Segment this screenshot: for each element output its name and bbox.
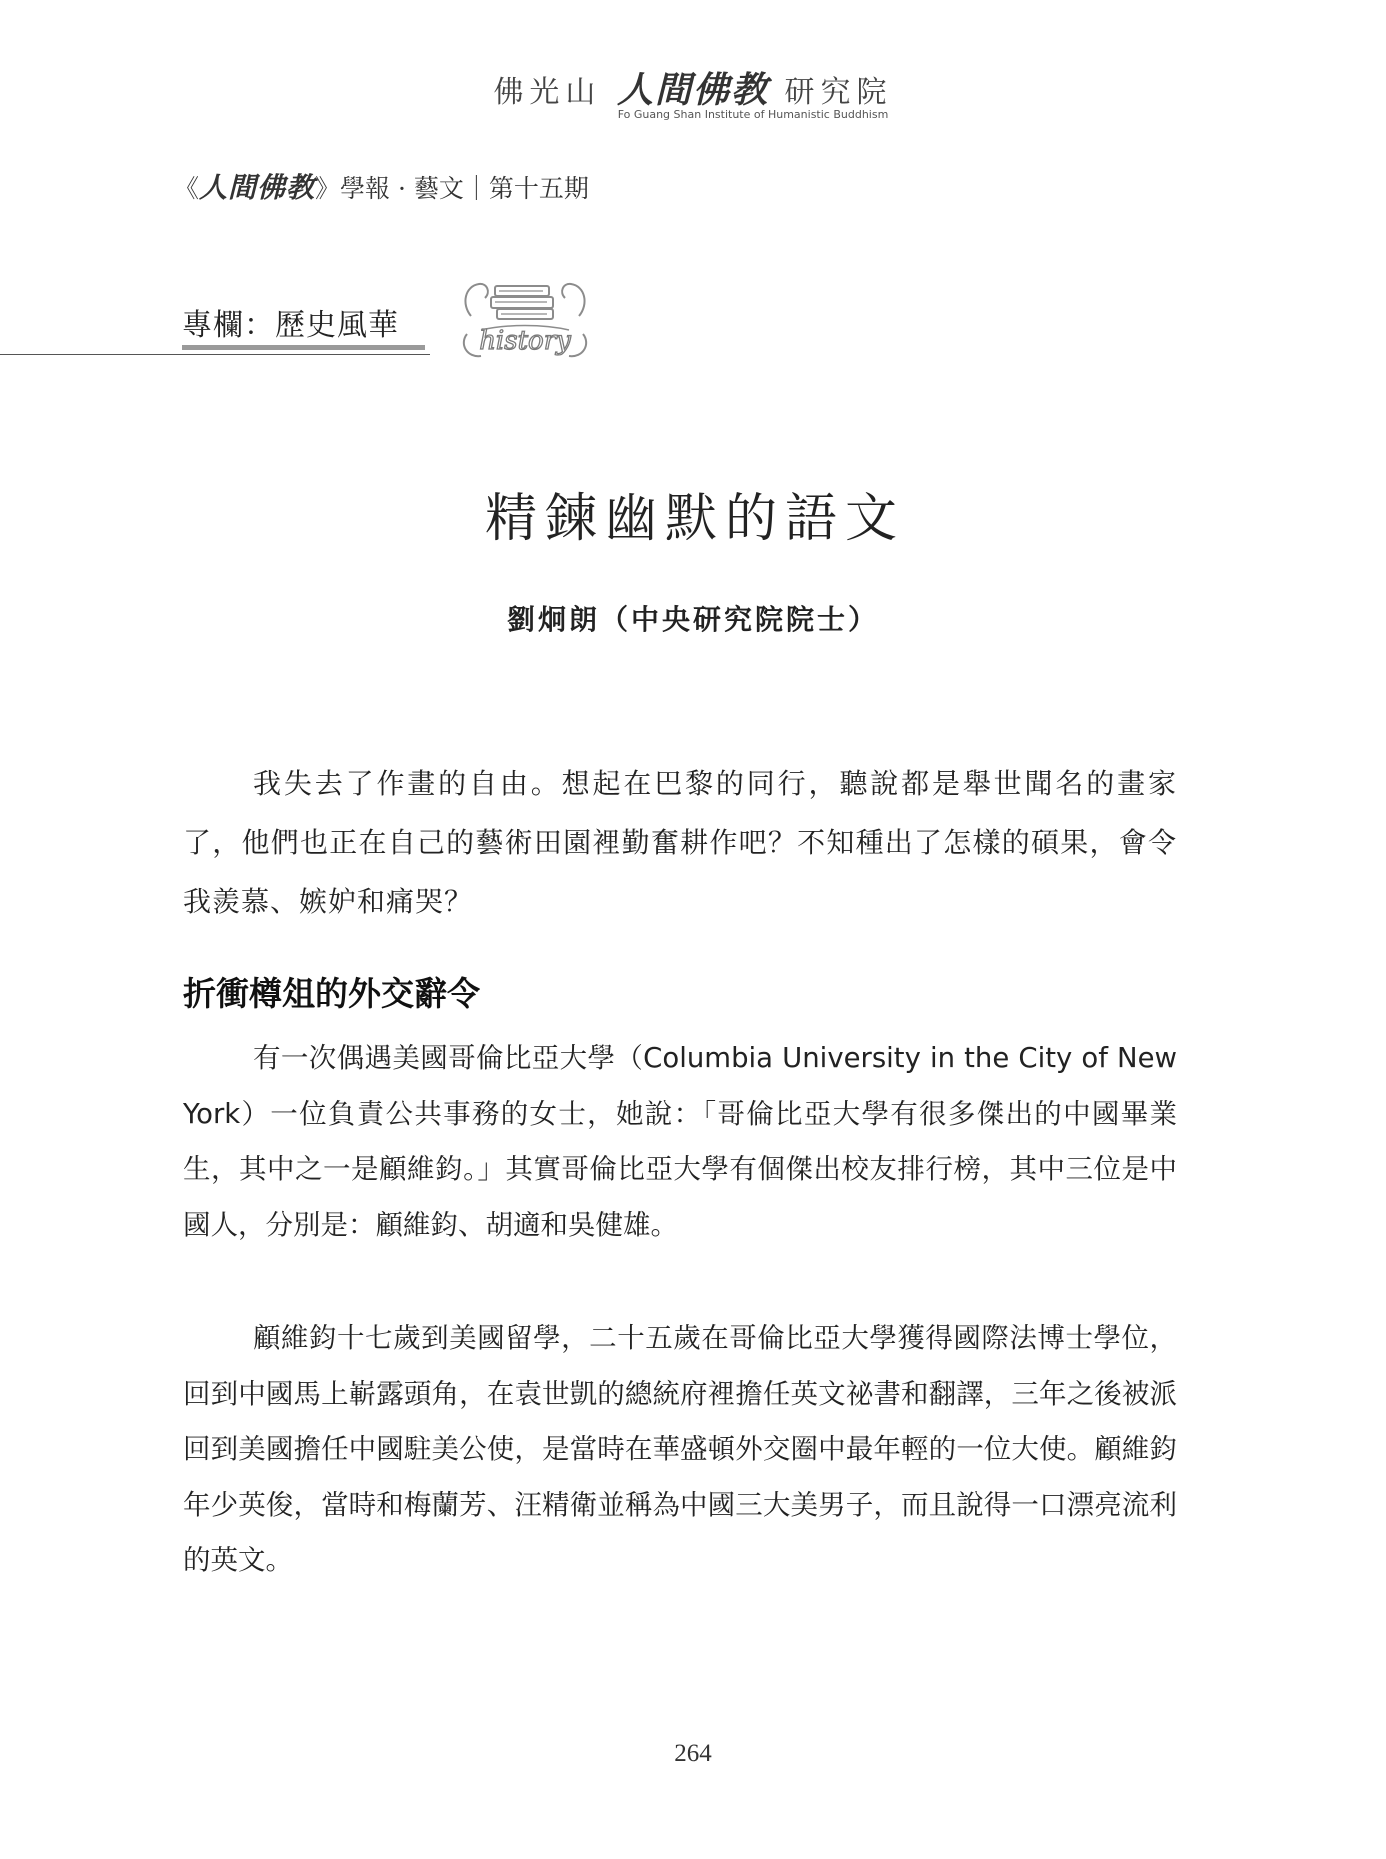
history-books-icon [457,272,593,364]
article-title: 精鍊幽默的語文 [484,489,905,549]
article-byline: 劉炯朗（中央研究院院士） [506,603,879,636]
section-heading: 折衝樽俎的外交辭令 [183,974,480,1013]
body-paragraph: 有一次偶遇美國哥倫比亞大學（Columbia University in the City of New York）一位負責公共事務的女士，她說：「哥倫比亞大學有很多傑出的中國畢業生，其中之一是顧維鈞。」其實哥倫比亞大學有個傑出校友排行榜，其中三位是中國人，分別是：顧維鈞、胡適和吳健雄。 [183,1042,1177,1241]
column-label: 專欄：歷史風華 [182,308,399,343]
intro-paragraph: 我失去了作畫的自由。想起在巴黎的同行，聽說都是舉世聞名的畫家了，他們也正在自己的藝術田園裡勤奮耕作吧？不知種出了怎樣的碩果，會令我羨慕、嫉妒和痛哭？ [183,767,1177,918]
body-paragraph: 顧維鈞十七歲到美國留學，二十五歲在哥倫比亞大學獲得國際法博士學位，回到中國馬上嶄露頭角，在袁世凱的總統府裡擔任英文祕書和翻譯，三年之後被派回到美國擔任中國駐美公使，是當時在華盛頓外交圈中最年輕的一位大使。顧維鈞年少英俊，當時和梅蘭芳、汪精衛並稱為中國三大美男子，而且說得一口漂亮流利的英文。 [183,1322,1177,1576]
institute-prefix: 佛光山 [493,75,602,110]
page-number: 264 [674,1740,712,1767]
journal-brand-logo: 人間佛教 [199,171,316,204]
column-underline [182,345,425,350]
journal-issue-info: 》學報 · 藝文｜第十五期 [315,174,589,203]
history-badge-text: history [479,326,571,356]
journal-running-head [174,166,589,206]
column-divider [0,354,430,355]
institute-header [0,62,1386,113]
institute-english-name: Fo Guang Shan Institute of Humanistic Buddhism [617,108,889,121]
institute-suffix: 研究院 [784,75,893,110]
institute-brand-logo: 人間佛教 [616,70,769,111]
journal-open-bracket: 《 [174,174,200,203]
